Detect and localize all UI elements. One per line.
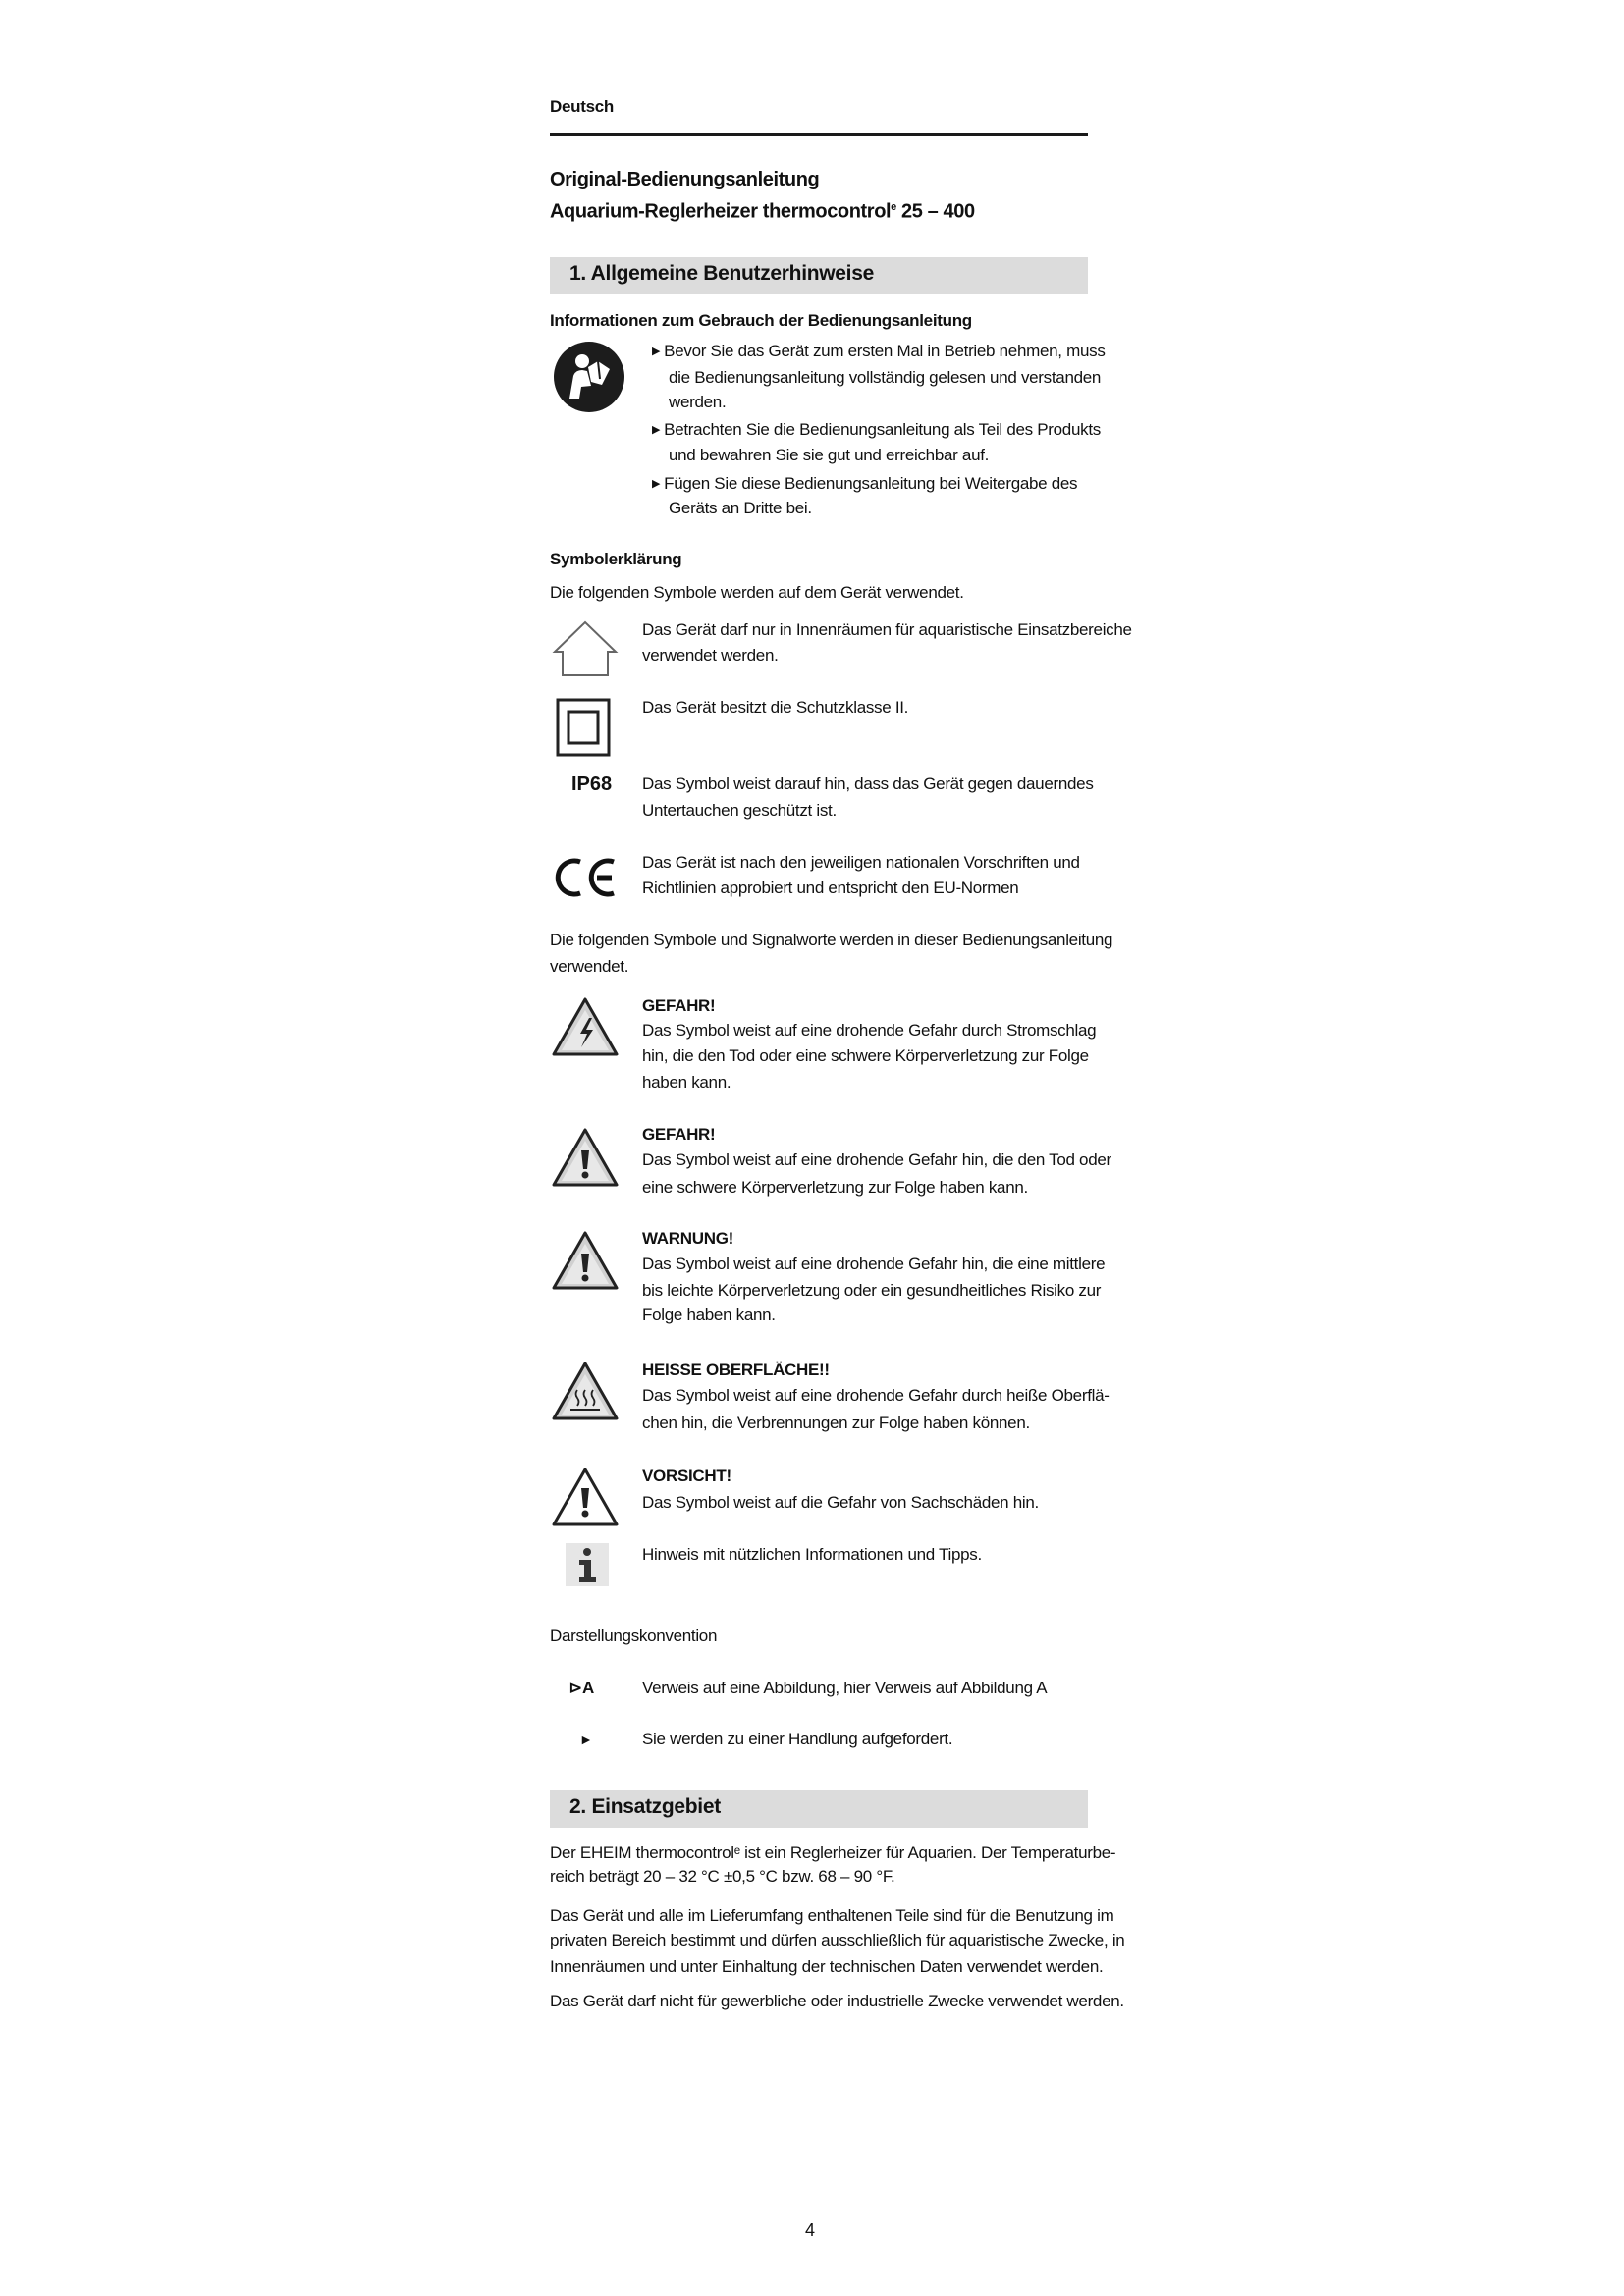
hot-surface-text-2: chen hin, die Verbrennungen zur Folge haben können. — [642, 1414, 1030, 1432]
caution-text-1: Das Symbol weist auf die Gefahr von Sachschäden hin. — [642, 1493, 1039, 1512]
protection-class-ii-icon — [556, 698, 611, 757]
bullet-1-line-3: werden. — [669, 393, 727, 411]
section-heading: 2. Einsatzgebiet — [569, 1795, 721, 1818]
page-number: 4 — [805, 2220, 816, 2240]
protection-class-text: Das Gerät besitzt die Schutzklasse II. — [642, 698, 909, 717]
usage-para-2-line-2: privaten Bereich bestimmt und dürfen ausschließlich für aquaristische Zwecke, in — [550, 1931, 1125, 1949]
house-symbol-text-2: verwendet werden. — [642, 646, 779, 665]
bullet-2-line-1: ▶ Betrachten Sie die Bedienungsanleitung als Teil des Produkts — [652, 420, 1101, 439]
header-rule — [550, 133, 1088, 136]
usage-para-2-line-1: Das Gerät und alle im Lieferumfang enthaltenen Teile sind für die Benutzung im — [550, 1906, 1114, 1925]
usage-para-1-line-2: reich beträgt 20 – 32 °C ±0,5 °C bzw. 68 – 90 °F. — [550, 1867, 895, 1886]
danger-electric-text-1: Das Symbol weist auf eine drohende Gefahr durch Stromschlag — [642, 1021, 1097, 1040]
signal-word-caution: VORSICHT! — [642, 1467, 731, 1485]
ce-text-2: Richtlinien approbiert und entspricht den EU-Normen — [642, 879, 1019, 897]
ip68-text-1: Das Symbol weist darauf hin, dass das Gerät gegen dauerndes — [642, 774, 1094, 793]
usage-para-1-line-1: Der EHEIM thermocontrolᵉ ist ein Reglerheizer für Aquarien. Der Temperaturbe- — [550, 1843, 1116, 1862]
symbol-heading: Symbolerklärung — [550, 550, 682, 568]
info-text: Hinweis mit nützlichen Informationen und Tipps. — [642, 1545, 982, 1564]
warning-triangle-icon — [551, 1127, 620, 1188]
section-heading-band — [550, 1790, 1088, 1828]
warning-triangle-icon — [551, 1230, 620, 1291]
hot-surface-text-1: Das Symbol weist auf eine drohende Gefahr durch heiße Oberflä- — [642, 1386, 1110, 1405]
signal-word-danger: GEFAHR! — [642, 1125, 716, 1144]
signal-word-warning: WARNUNG! — [642, 1229, 733, 1248]
usage-para-2-line-3: Innenräumen und unter Einhaltung der technischen Daten verwendet werden. — [550, 1957, 1104, 1976]
usage-para-3: Das Gerät darf nicht für gewerbliche oder industrielle Zwecke verwendet werden. — [550, 1992, 1124, 2010]
signal-word-danger-electric: GEFAHR! — [642, 996, 716, 1015]
language-label: Deutsch — [550, 97, 614, 116]
ip68-label: IP68 — [571, 774, 613, 795]
info-icon — [566, 1543, 609, 1586]
signal-word-hot-surface: HEISSE OBERFLÄCHE!! — [642, 1361, 830, 1379]
hot-surface-icon — [551, 1361, 620, 1421]
signal-intro-1: Die folgenden Symbole und Signalworte werden in dieser Bedienungsanleitung — [550, 931, 1113, 949]
convention-heading: Darstellungskonvention — [550, 1627, 718, 1645]
bullet-1-line-2: die Bedienungsanleitung vollständig gelesen und verstanden — [669, 368, 1102, 387]
figure-reference-marker: ⊳A — [568, 1679, 594, 1697]
symbol-intro: Die folgenden Symbole werden auf dem Gerät verwendet. — [550, 583, 964, 602]
danger-text-2: eine schwere Körperverletzung zur Folge haben kann. — [642, 1178, 1028, 1197]
info-heading: Informationen zum Gebrauch der Bedienungsanleitung — [550, 311, 972, 330]
bullet-1-line-1: ▶ Bevor Sie das Gerät zum ersten Mal in Betrieb nehmen, muss — [652, 342, 1106, 360]
bullet-3-line-2: Geräts an Dritte bei. — [669, 499, 812, 517]
signal-intro-2: verwendet. — [550, 957, 629, 976]
ce-mark-icon — [553, 856, 620, 899]
house-icon — [551, 618, 620, 679]
electric-hazard-icon — [551, 996, 620, 1057]
section-heading-band — [550, 257, 1088, 294]
bullet-3-line-1: ▶ Fügen Sie diese Bedienungsanleitung bei Weitergabe des — [652, 474, 1078, 493]
warning-text-1: Das Symbol weist auf eine drohende Gefahr hin, die eine mittlere — [642, 1255, 1106, 1273]
document-title: Original-Bedienungsanleitung — [550, 169, 820, 190]
action-arrow-icon: ► — [579, 1732, 593, 1747]
section-heading: 1. Allgemeine Benutzerhinweise — [569, 262, 874, 285]
danger-electric-text-2: hin, die den Tod oder eine schwere Körperverletzung zur Folge — [642, 1046, 1089, 1065]
house-symbol-text-1: Das Gerät darf nur in Innenräumen für aquaristische Einsatzbereiche — [642, 620, 1132, 639]
warning-text-2: bis leichte Körperverletzung oder ein gesundheitliches Risiko zur — [642, 1281, 1102, 1300]
read-manual-icon — [553, 341, 625, 413]
bullet-2-line-2: und bewahren Sie sie gut und erreichbar auf. — [669, 446, 990, 464]
danger-electric-text-3: haben kann. — [642, 1073, 731, 1092]
ce-text-1: Das Gerät ist nach den jeweiligen nationalen Vorschriften und — [642, 853, 1080, 872]
warning-text-3: Folge haben kann. — [642, 1306, 776, 1324]
product-title: Aquarium-Reglerheizer thermocontrol$^e$ 25 – 400 — [550, 200, 975, 223]
figure-reference-text: Verweis auf eine Abbildung, hier Verweis auf Abbildung A — [642, 1679, 1048, 1697]
danger-text-1: Das Symbol weist auf eine drohende Gefahr hin, die den Tod oder — [642, 1150, 1111, 1169]
ip68-text-2: Untertauchen geschützt ist. — [642, 801, 837, 820]
warning-triangle-icon — [551, 1467, 620, 1527]
action-text: Sie werden zu einer Handlung aufgefordert. — [642, 1730, 953, 1748]
